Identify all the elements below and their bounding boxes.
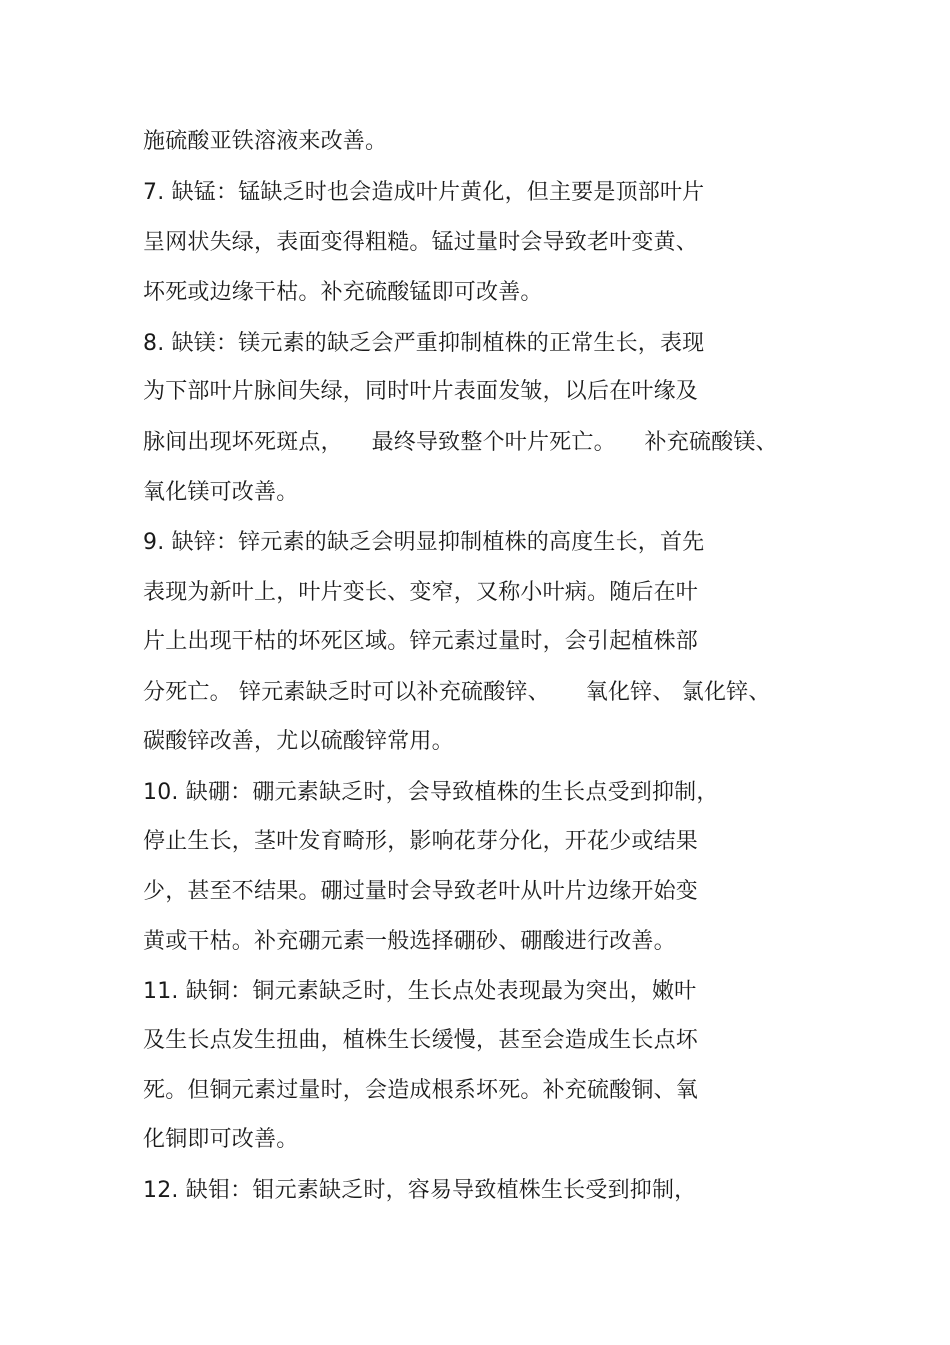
text-line: 死。但铜元素过量时，会造成根系坏死。补充硫酸铜、氧 [143, 1078, 699, 1103]
text-line: 分死亡。 锌元素缺乏时可以补充硫酸锌、 氧化锌、 氯化锌、 [143, 680, 771, 705]
text-line: 7. 缺锰：锰缺乏时也会造成叶片黄化，但主要是顶部叶片 [143, 180, 705, 205]
text-line: 9. 缺锌：锌元素的缺乏会明显抑制植株的高度生长，首先 [143, 530, 705, 555]
text-line: 少，甚至不结果。硼过量时会导致老叶从叶片边缘开始变 [143, 879, 699, 904]
text-line: 坏死或边缘干枯。补充硫酸锰即可改善。 [143, 280, 543, 305]
text-line: 氧化镁可改善。 [143, 480, 299, 505]
text-line: 12. 缺钼：钼元素缺乏时，容易导致植株生长受到抑制， [143, 1178, 697, 1203]
text-line: 为下部叶片脉间失绿，同时叶片表面发皱，以后在叶缘及 [143, 379, 699, 404]
text-line: 停止生长，茎叶发育畸形，影响花芽分化，开花少或结果 [143, 829, 699, 854]
text-line: 碳酸锌改善，尤以硫酸锌常用。 [143, 729, 454, 754]
text-line: 脉间出现坏死斑点， 最终导致整个叶片死亡。 补充硫酸镁、 [143, 430, 778, 455]
text-line: 8. 缺镁：镁元素的缺乏会严重抑制植株的正常生长，表现 [143, 331, 705, 356]
text-line: 11. 缺铜：铜元素缺乏时，生长点处表现最为突出，嫩叶 [143, 979, 697, 1004]
text-line: 呈网状失绿，表面变得粗糙。锰过量时会导致老叶变黄、 [143, 230, 699, 255]
text-line: 及生长点发生扭曲，植株生长缓慢，甚至会造成生长点坏 [143, 1028, 699, 1053]
text-line: 施硫酸亚铁溶液来改善。 [143, 129, 388, 154]
text-line: 化铜即可改善。 [143, 1127, 299, 1152]
text-line: 表现为新叶上，叶片变长、变窄，又称小叶病。随后在叶 [143, 580, 699, 605]
text-line: 片上出现干枯的坏死区域。锌元素过量时，会引起植株部 [143, 629, 699, 654]
text-line: 10. 缺硼：硼元素缺乏时，会导致植株的生长点受到抑制， [143, 780, 719, 805]
text-line: 黄或干枯。补充硼元素一般选择硼砂、硼酸进行改善。 [143, 929, 676, 954]
